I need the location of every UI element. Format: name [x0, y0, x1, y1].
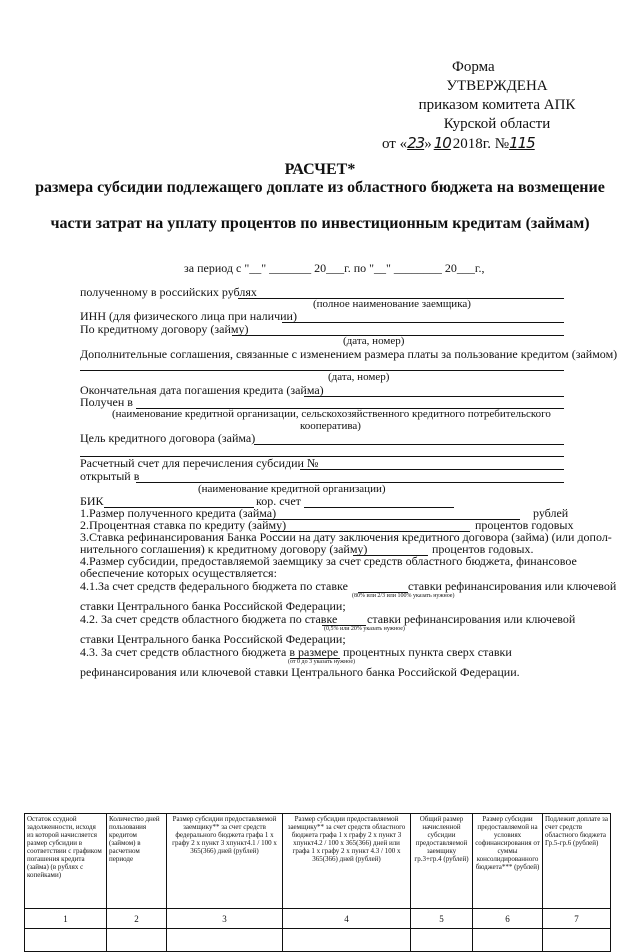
account-label: Расчетный счет для перечисления субсидии № — [80, 456, 319, 470]
item-4-1-note: (80% или 2/3 или 100% указать нужное) — [352, 593, 455, 599]
document-title: РАСЧЕТ* — [284, 161, 356, 178]
col-number-5: 5 — [411, 909, 473, 929]
table-cell[interactable] — [107, 929, 167, 952]
table-header-1: Остаток ссудной задолженности, исходя из которой начисляется размер субсидии в соответствии с графиком погашения кредита (займа) (в рублях с копейками) — [25, 814, 107, 909]
col-number-7: 7 — [543, 909, 611, 929]
inn-label: ИНН (для физического лица при наличии) — [80, 309, 297, 323]
item-4-2c: ставки Центрального банка Российской Федерации; — [80, 632, 346, 646]
bank-caption: (наименование кредитной организации) — [198, 483, 386, 495]
date-day: 23 — [407, 134, 425, 152]
table-header-5: Общий размер начисленной субсидии предоставляемой заемщику гр.3+гр.4 (рублей) — [411, 814, 473, 909]
col-number-1: 1 — [25, 909, 107, 929]
col-number-3: 3 — [167, 909, 283, 929]
item-4a: 4.Размер субсидии, предоставляемой заемщику за счет средств областного бюджета, финансовое — [80, 554, 577, 568]
period-line: за период с "__" _______ 20___г. по "__" ________ 20___г., — [184, 261, 485, 275]
borrower-caption: (полное наименование заемщика) — [313, 298, 471, 310]
table-cell[interactable] — [543, 929, 611, 952]
col-number-6: 6 — [473, 909, 543, 929]
table-cell[interactable] — [25, 929, 107, 952]
item-4-3c: рефинансирования или ключевой ставки Центрального банка Российской Федерации. — [80, 665, 520, 679]
table-header-3: Размер субсидии предоставляемой заемщику** за счет средств федерального бюджета графа 1 х графу 2 х пункт 3 хпункт4.1 / 100 х 365(366) дней (рублей) — [167, 814, 283, 909]
item-2: 2.Процентная ставка по кредиту (займу) — [80, 518, 287, 532]
order-number: 115 — [509, 134, 535, 152]
order-label: приказом комитета АПК — [418, 97, 576, 113]
item-4-1c: ставки Центрального банка Российской Федерации; — [80, 599, 346, 613]
table-header-row — [25, 814, 611, 909]
item-4-3-note: (от 0 до 3 указать нужное) — [288, 659, 356, 665]
org-caption-2: кооператива) — [300, 420, 361, 432]
region-label: Курской области — [443, 116, 551, 132]
item-4-2a: 4.2. За счет средств областного бюджета по ставке — [80, 612, 338, 626]
date-number-caption-1: (дата, номер) — [343, 335, 405, 347]
form-label: Форма — [452, 59, 495, 75]
approval-stamp — [382, 58, 612, 154]
date-year: 2018г. № — [452, 136, 510, 152]
table-header-6: Размер субсидии предоставляемой на условиях софинансирования от суммы консолидированного бюджета*** (рублей) — [473, 814, 543, 909]
date-prefix: от « — [382, 136, 408, 152]
document-subtitle-1: размера субсидии подлежащего доплате из областного бюджета на возмещение — [35, 179, 605, 196]
item-4b: обеспечение которых осуществляется: — [80, 566, 277, 580]
date-number-caption-2: (дата, номер) — [328, 371, 390, 383]
table-header-4: Размер субсидии предоставляемой заемщику** за счет средств областного бюджета графа 1 х графу 2 х пункт 3 хпункт4.2 / 100 х 365(366) дней или графа 1 х графу 2 х пункт 4.3 / 100 х 365(366) дней (рублей) — [283, 814, 411, 909]
rubles-label: полученному в российских рублях — [80, 285, 257, 299]
item-4-1b: ставки рефинансирования или ключевой — [408, 579, 617, 593]
item-1-unit: рублей — [533, 506, 569, 520]
approved-label: УТВЕРЖДЕНА — [446, 78, 548, 94]
credit-contract-label: По кредитному договору (займу) — [80, 322, 249, 336]
corr-account-label: кор. счет — [256, 494, 301, 508]
table-cell[interactable] — [283, 929, 411, 952]
table-cell[interactable] — [411, 929, 473, 952]
item-4-2-note: (0,5% или 20% указать нужное) — [324, 626, 405, 632]
table-cell[interactable] — [473, 929, 543, 952]
item-4-3b: процентных пункта сверх ставки — [343, 645, 512, 659]
org-caption: (наименование кредитной организации, сельскохозяйственного кредитного потребительского — [112, 408, 551, 420]
item-4-3a: 4.3. За счет средств областного бюджета в размере — [80, 645, 339, 659]
item-1: 1.Размер полученного кредита (займа) — [80, 506, 277, 520]
item-4-1a: 4.1.За счет средств федерального бюджета по ставке — [80, 579, 348, 593]
col-number-2: 2 — [107, 909, 167, 929]
purpose-label: Цель кредитного договора (займа) — [80, 431, 256, 445]
calculation-table — [24, 813, 611, 952]
item-3a: 3.Ставка рефинансирования Банка России на дату заключения кредитного договора (займа) (или допол- — [80, 530, 612, 544]
bik-label: БИК — [80, 494, 104, 508]
received-label: Получен в — [80, 395, 133, 409]
opened-label: открытый в — [80, 469, 140, 483]
table-number-row — [25, 909, 611, 929]
item-3b: нительного соглашения) к кредитному договору (займу) — [80, 542, 368, 556]
item-3-unit: процентов годовых. — [432, 542, 534, 556]
date-month: 10 — [433, 134, 451, 152]
table-cell[interactable] — [167, 929, 283, 952]
table-header-7: Подлежит доплате за счет средств областного бюджета Гр.5-гр.6 (рублей) — [543, 814, 611, 909]
table-row — [25, 929, 611, 952]
additional-agreements-label: Дополнительные соглашения, связанные с изменением размера платы за пользование кредитом (займом) — [80, 347, 618, 361]
item-4-2b: ставки рефинансирования или ключевой — [367, 612, 576, 626]
col-number-4: 4 — [283, 909, 411, 929]
date-mid: » — [424, 136, 432, 152]
document-subtitle-2: части затрат на уплату процентов по инвестиционным кредитам (займам) — [50, 215, 590, 232]
approval-date — [382, 134, 612, 154]
item-2-unit: процентов годовых — [475, 518, 574, 532]
table-header-2: Количество дней пользования кредитом (займом) в расчетном периоде — [107, 814, 167, 909]
final-date-label: Окончательная дата погашения кредита (займа) — [80, 383, 324, 397]
